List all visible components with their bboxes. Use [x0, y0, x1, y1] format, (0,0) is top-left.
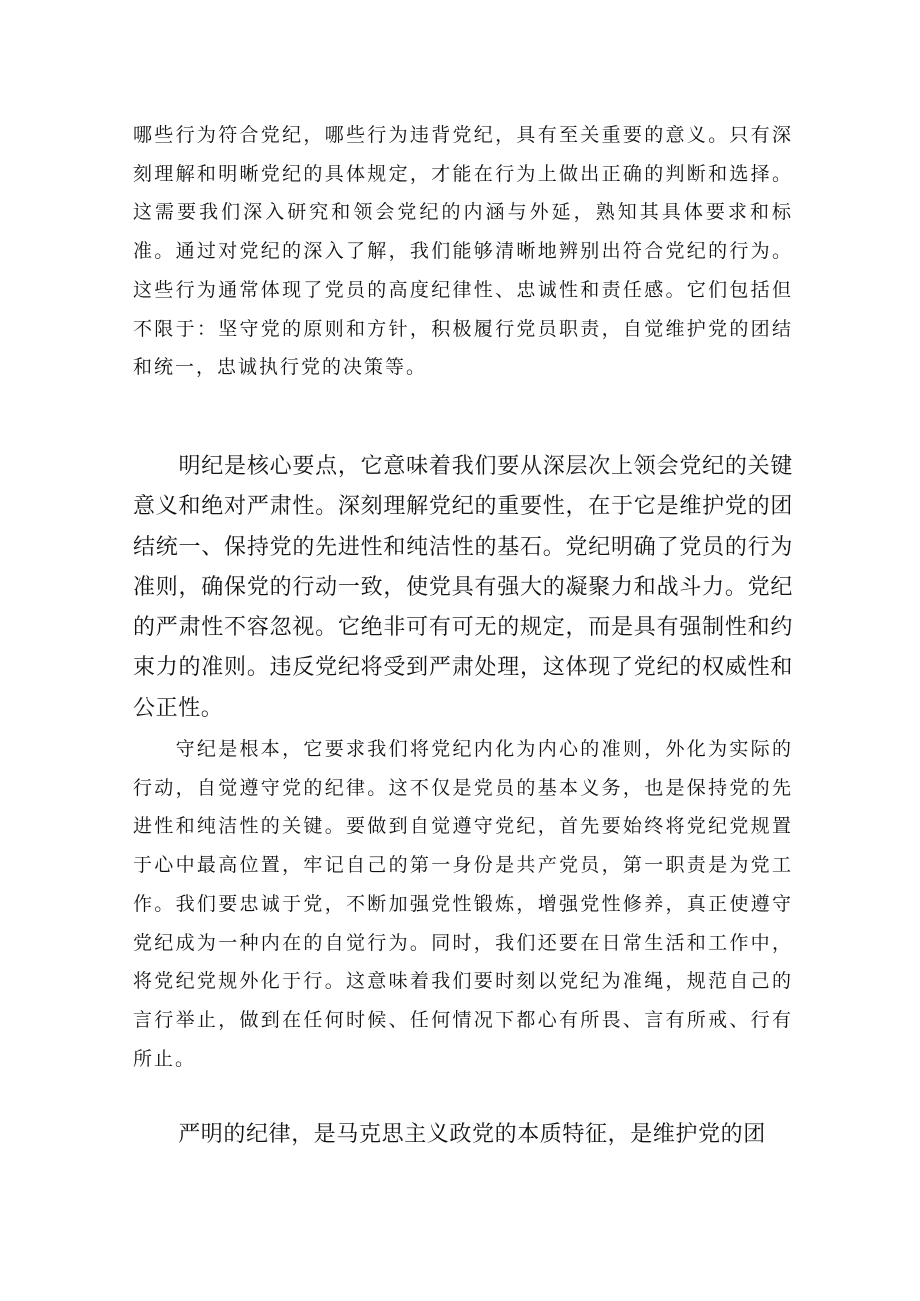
paragraph-1: 哪些行为符合党纪，哪些行为违背党纪，具有至关重要的意义。只有深刻理解和明晰党纪的具体规定，才能在行为上做出正确的判断和选择。这需要我们深入研究和领会党纪的内涵与外延，熟知其具体要求和标准。通过对党纪的深入了解，我们能够清晰地辨别出符合党纪的行为。这些行为通常体现了党员的高度纪律性、忠诚性和责任感。它们包括但不限于：坚守党的原则和方针，积极履行党员职责，自觉维护党的团结和统一，忠诚执行党的决策等。 [133, 124, 793, 379]
paragraph-3: 守纪是根本，它要求我们将党纪内化为内心的准则，外化为实际的行动，自觉遵守党的纪律。这不仅是党员的基本义务，也是保持党的先进性和纯洁性的关键。要做到自觉遵守党纪，首先要始终将党纪党规置于心中最高位置，牢记自己的第一身份是共产党员，第一职责是为党工作。我们要忠诚于党，不断加强党性锻炼，增强党性修养，真正使遵守党纪成为一种内在的自觉行为。同时，我们还要在日常生活和工作中，将党纪党规外化于行。这意味着我们要时刻以党纪为准绳，规范自己的言行举止，做到在任何时候、任何情况下都心有所畏、言有所戒、行有所止。 [133, 738, 793, 1070]
paragraph-2: 明纪是核心要点，它意味着我们要从深层次上领会党纪的关键意义和绝对严肃性。深刻理解党纪的重要性，在于它是维护党的团结统一、保持党的先进性和纯洁性的基石。党纪明确了党员的行为准则，确保党的行动一致，使党具有强大的凝聚力和战斗力。党纪的严肃性不容忽视。它绝非可有可无的规定，而是具有强制性和约束力的准则。违反党纪将受到严肃处理，这体现了党纪的权威性和公正性。 [133, 454, 793, 721]
paragraph-4: 严明的纪律，是马克思主义政党的本质特征，是维护党的团 [133, 1122, 766, 1147]
